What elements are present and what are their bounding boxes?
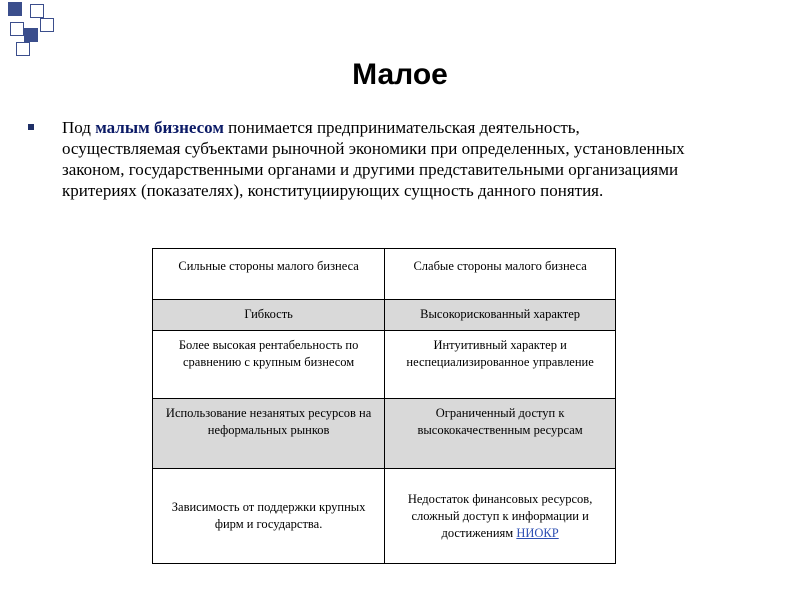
table-cell	[153, 399, 385, 469]
row-strong: Использование незанятых ресурсов на неформальных рынков	[165, 406, 372, 437]
swot-table	[152, 248, 616, 564]
row-weak: Высокорискованный характер	[420, 307, 581, 321]
header-strong: Сильные стороны малого бизнеса	[178, 259, 359, 273]
slide-title: Малое	[352, 58, 448, 91]
header-cell	[153, 249, 385, 300]
row-strong: Более высокая рентабельность по сравнению с крупным бизнесом	[178, 338, 359, 369]
row-strong: Зависимость от поддержки крупных фирм и государства.	[171, 500, 366, 531]
definition-paragraph	[62, 117, 702, 201]
square-icon	[24, 28, 38, 42]
row-weak	[385, 485, 615, 548]
table-cell	[385, 399, 616, 469]
table-cell	[385, 331, 616, 399]
square-icon	[8, 2, 22, 16]
table-cell	[153, 331, 385, 399]
row-weak: Ограниченный доступ к высококачественным ресурсам	[417, 406, 583, 437]
table-row	[153, 331, 616, 399]
table-cell	[385, 469, 616, 564]
paragraph-prefix: Под	[62, 118, 96, 137]
table-cell	[385, 300, 616, 331]
table-header-row	[153, 249, 616, 300]
square-icon	[30, 4, 44, 18]
header-weak: Слабые стороны малого бизнеса	[413, 259, 587, 273]
header-cell	[385, 249, 616, 300]
table-row	[153, 469, 616, 564]
paragraph-emphasis: малым бизнесом	[95, 118, 224, 137]
square-icon	[10, 22, 24, 36]
row-weak-text: Недостаток финансовых ресурсов, сложный доступ к информации и достижениям	[407, 491, 593, 540]
square-icon	[16, 42, 30, 56]
row-strong: Гибкость	[244, 307, 293, 321]
niokr-link[interactable]: НИОКР	[516, 525, 559, 540]
square-icon	[40, 18, 54, 32]
decorative-squares	[0, 0, 60, 60]
table-cell	[153, 469, 385, 564]
paragraph-rest: понимается предпринимательская деятельность, осуществляемая субъектами рыночной экономики при определенных, установленных законом, государственными органами и другими представительными организациями критериях (показателях), конституциирующих сущность данного понятия.	[62, 118, 685, 200]
table-cell	[153, 300, 385, 331]
bullet-icon	[28, 124, 34, 130]
row-weak: Интуитивный характер и неспециализированное управление	[406, 338, 594, 369]
table-row	[153, 300, 616, 331]
table-row	[153, 399, 616, 469]
